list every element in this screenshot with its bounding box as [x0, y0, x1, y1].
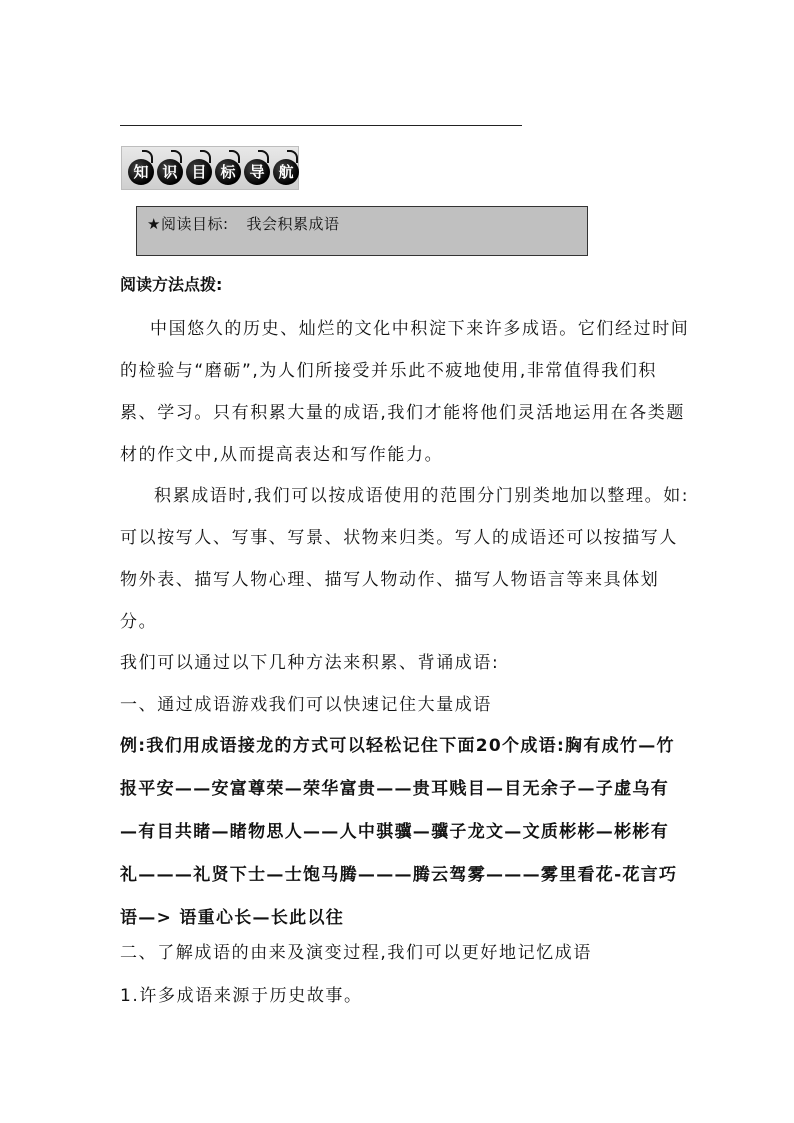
- bomb-icon: [128, 159, 154, 185]
- intro-paragraph: 中国悠久的历史、灿烂的文化中积淀下来许多成语。它们经过时间的检验与“磨砺”,为人们所接受并乐此不疲地使用,非常值得我们积累、学习。只有积累大量的成语,我们才能将他们灵活地运用在各类题材的作文中,从而提高表达和写作能力。: [120, 319, 690, 465]
- bomb-icon: [186, 159, 212, 185]
- banner-char: 知: [133, 163, 149, 181]
- method-two-heading: 二、了解成语的由来及演变过程,我们可以更好地记忆成语: [120, 943, 593, 963]
- bomb-icon: [244, 159, 270, 185]
- banner-char: 识: [162, 163, 178, 181]
- reading-goal-label: ★阅读目标:: [147, 215, 229, 233]
- reading-goal-box: [136, 206, 588, 256]
- banner-char: 标: [220, 163, 236, 181]
- banner-char: 航: [278, 163, 294, 181]
- method-one-heading: 一、通过成语游戏我们可以快速记住大量成语: [120, 695, 492, 715]
- bomb-icon: [157, 159, 183, 185]
- list-item-one: 1.许多成语来源于历史故事。: [120, 986, 363, 1006]
- classify-paragraph: 积累成语时,我们可以按成语使用的范围分门别类地加以整理。如:可以按写人、写事、写景、状物来归类。写人的成语还可以按描写人物外表、描写人物心理、描写人物动作、描写人物语言等来具体划分。: [120, 486, 690, 632]
- banner-char: 目: [191, 163, 207, 181]
- top-rule: [120, 125, 522, 126]
- banner-char: 导: [249, 163, 265, 181]
- reading-goal-text: 我会积累成语: [246, 215, 340, 233]
- methods-line: 我们可以通过以下几种方法来积累、背诵成语:: [120, 653, 500, 673]
- bomb-icon: [215, 159, 241, 185]
- section-heading: 阅读方法点拨:: [120, 275, 223, 294]
- reading-goal: [147, 213, 340, 234]
- idiom-chain-example: 例:我们用成语接龙的方式可以轻松记住下面20个成语:胸有成竹—竹报平安——安富尊荣—荣华富贵——贵耳贱目—目无余子—子虚乌有—有目共睹—睹物思人——人中骐骥—骥子龙文—文质彬彬—彬彬有礼———礼贤下士—士饱马腾———腾云驾雾———雾里看花-花言巧语—> 语重心长—长此以往: [120, 736, 678, 928]
- knowledge-goal-banner: [121, 146, 299, 190]
- bomb-icon: [273, 159, 299, 185]
